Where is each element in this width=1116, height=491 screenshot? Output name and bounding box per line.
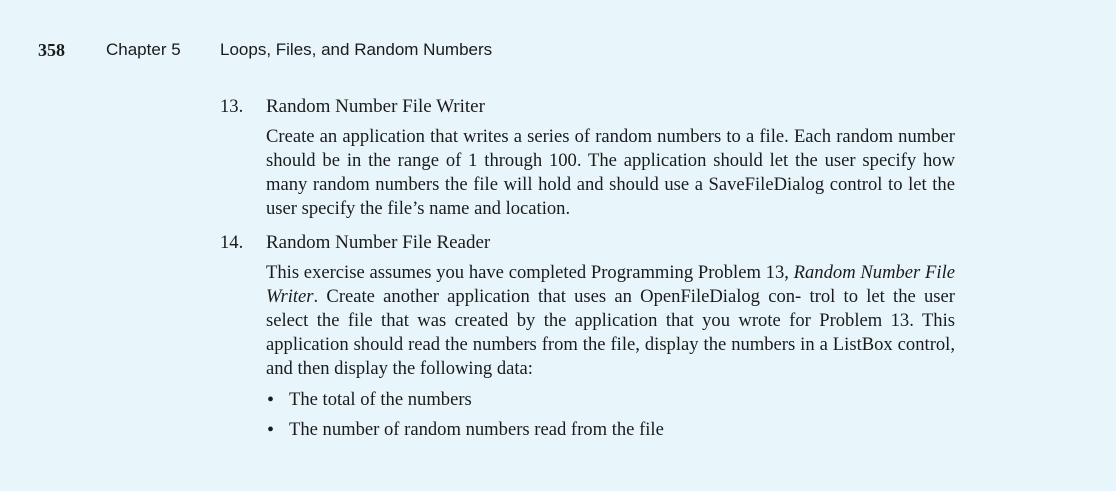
problem-13 [220,95,955,221]
problem-title: Random Number File Writer [266,96,485,117]
problem-14 [220,231,955,445]
list-item [266,385,955,415]
list-item-text: The number of random numbers read from the file [289,419,664,440]
problem-heading [220,95,955,119]
list-item [266,415,955,445]
page-number: 358 [38,40,65,60]
problem-heading [220,231,955,255]
problem-body [266,261,955,381]
body-text: This exercise assumes you have completed Programming Problem 13, [266,262,794,283]
chapter-label: Chapter 5 [106,40,181,59]
problem-number: 14. [220,232,244,253]
running-header [0,38,1116,62]
bullet-icon: • [267,419,275,441]
list-item-text: The total of the numbers [289,389,472,410]
chapter-title: Loops, Files, and Random Numbers [220,40,493,59]
body-text: . Create another application that uses an OpenFileDialog con- trol to let the user select the file that was created by the application that you wrote for Problem 13. This application should read the numbers from the file, display the numbers in a ListBox control, and then display the following data: [266,286,955,379]
problem-title: Random Number File Reader [266,232,491,253]
problem-number: 13. [220,96,244,117]
bullet-icon: • [267,389,275,411]
data-list [266,385,955,445]
problem-body: Create an application that writes a series of random numbers to a file. Each random number should be in the range of 1 through 100. The application should let the user specify how many random numbers the file will hold and should use a SaveFileDialog control to let the user specify the file’s name and location. [266,126,955,219]
cross-reference: Random Number File Writer [266,262,955,307]
